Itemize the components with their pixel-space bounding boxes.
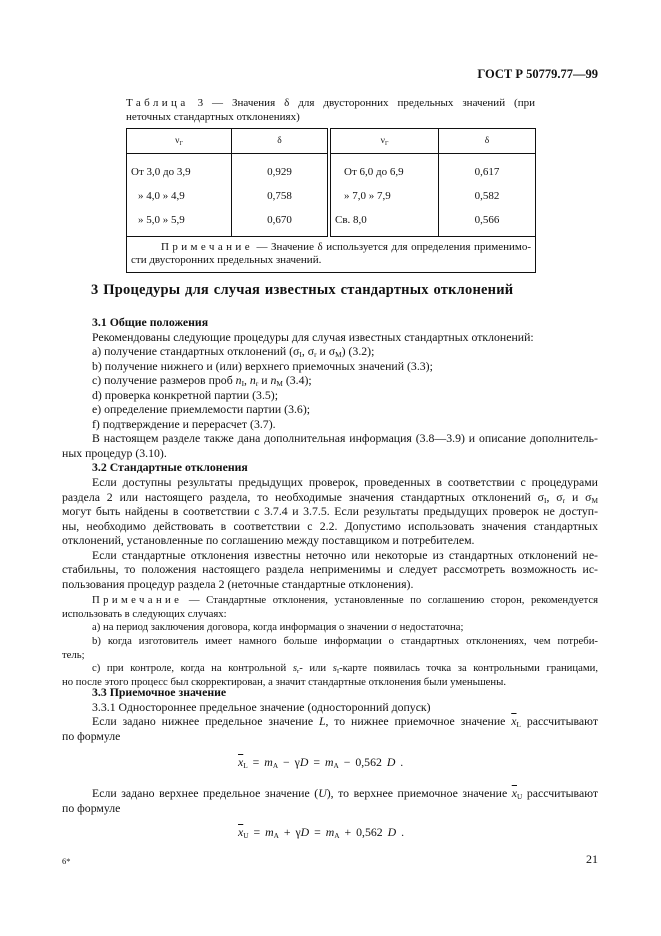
text-run: неточных стандартных отклонениях) xyxy=(126,111,300,123)
paragraph xyxy=(62,621,598,635)
subscript: M xyxy=(335,350,342,360)
text-run: ν xyxy=(175,135,180,146)
text-run: и σ xyxy=(316,344,336,359)
text-line xyxy=(62,344,598,359)
text-run: и σ xyxy=(565,489,592,504)
italic-symbol: m xyxy=(265,825,274,839)
text-run: 3.3.1 Одностороннее предельное значение (односторонний допуск) xyxy=(92,699,431,714)
delta-value-cell: 0,582 xyxy=(439,184,536,208)
subsection-heading xyxy=(62,315,598,330)
text-line xyxy=(62,490,598,505)
upper-limit-paragraph xyxy=(62,786,598,815)
table-row xyxy=(127,154,536,185)
text-run: и xyxy=(258,373,271,388)
subscript: M xyxy=(591,495,598,505)
table-row xyxy=(127,208,536,237)
formula-lower-acceptance xyxy=(238,754,403,774)
text-run: В настоящем разделе также дана дополнительная информация (3.8—3.9) и описание дополнитель- xyxy=(92,431,598,446)
range-cell: » 4,0 » 4,9 xyxy=(127,184,232,208)
text-run: f) подтверждение и перерасчет (3.7). xyxy=(92,416,276,431)
header-nu-2 xyxy=(329,129,439,154)
text-run: а) получение стандартных отклонений (σ xyxy=(92,344,300,359)
text-line xyxy=(126,110,535,124)
header-delta-2 xyxy=(439,129,536,154)
italic-symbol: m xyxy=(264,755,273,769)
text-line xyxy=(62,359,598,374)
overlined-symbol: $\overline{x}$ xyxy=(238,825,244,839)
text-line xyxy=(126,96,535,110)
text-run: b) получение нижнего и (или) верхнего приемочных значений (3.3); xyxy=(92,358,433,373)
subscript: Г xyxy=(384,140,389,147)
text-run: сти двусторонних предельных значений. xyxy=(131,253,322,266)
subscript: Г xyxy=(179,140,183,147)
italic-symbol: n xyxy=(249,373,256,388)
delta-value-cell: 0,566 xyxy=(439,208,536,237)
text-line xyxy=(62,460,598,475)
text-run: 3.2 Стандартные отклонения xyxy=(92,460,248,475)
spaced-label: Примечание xyxy=(92,594,183,606)
text-run: раздела 2 или настоящего раздела, то необходимые значения стандартных отклонений σ xyxy=(62,489,545,504)
paragraph xyxy=(62,431,598,460)
spaced-label: Примечание xyxy=(161,241,253,253)
text-run: рассчитывают xyxy=(522,786,599,800)
text-run: − 0,562 xyxy=(338,755,387,769)
text-run: + 0,562 xyxy=(339,825,388,839)
subscript: L xyxy=(243,761,248,771)
italic-symbol: U xyxy=(318,786,327,800)
subscript: M xyxy=(276,379,283,389)
text-run: , то нижнее приемочное значение xyxy=(325,714,512,728)
list-item xyxy=(62,417,598,432)
text-line xyxy=(62,548,598,563)
page-number: 21 xyxy=(586,852,598,866)
text-run: Если доступны результаты предыдущих проверок, проведенных в соответствии с процедурами xyxy=(92,475,598,490)
text-line xyxy=(62,388,598,403)
text-run: ны, необходимо действовать в соответствии с 2.2. Допустимо использовать значения стандартных xyxy=(62,518,598,533)
text-line xyxy=(62,662,598,676)
text-run: δ xyxy=(277,136,282,146)
text-line xyxy=(62,562,598,577)
text-line xyxy=(62,801,598,816)
text-run: c) получение размеров проб xyxy=(92,373,236,388)
list-item xyxy=(62,373,598,388)
italic-symbol: m xyxy=(324,755,334,769)
subscript: A xyxy=(272,761,279,771)
subscript: I xyxy=(544,495,547,505)
text-run: стабильны, то положения настоящего раздела неприменимы и следует рассмотреть возможность ис- xyxy=(62,562,598,577)
table-note-row xyxy=(127,237,536,273)
text-run: 3.1 Общие положения xyxy=(92,315,209,329)
subscript: I xyxy=(241,379,244,389)
text-line xyxy=(62,635,598,649)
text-run: но после этого процесс был скорректирован, а значит стандартные отклонения были уменьшены. xyxy=(62,676,506,689)
italic-symbol: n xyxy=(270,373,277,388)
paragraph xyxy=(62,635,598,662)
text-run: = xyxy=(308,755,325,769)
text-run: (3.4); xyxy=(282,373,312,388)
text-run: 3 — Значения δ для двусторонних предельных значений (при xyxy=(188,97,535,109)
text-run: Если задано верхнее предельное значение ( xyxy=(92,786,319,800)
text-run: , σ xyxy=(301,344,315,359)
subscript: A xyxy=(333,761,339,771)
text-run: могут быть найдены в соответствии с 3.7.4 и 3.7.5. Если результаты предыдущих проверок не доступ- xyxy=(62,504,598,519)
text-line xyxy=(131,254,531,267)
text-run: - или xyxy=(299,662,333,675)
list-item xyxy=(62,700,598,715)
text-line xyxy=(62,504,598,519)
text-run: e) определение приемлемости партии (3.6); xyxy=(92,402,311,417)
text-run: пользования процедур раздела 2 (неточные стандартные отклонения). xyxy=(62,576,414,591)
list-item xyxy=(62,344,598,359)
range-cell: От 3,0 до 3,9 xyxy=(127,154,232,185)
text-line xyxy=(62,700,598,715)
italic-symbol: D xyxy=(300,825,310,839)
text-line xyxy=(62,446,598,461)
text-run: Если стандартные отклонения известны неточно или некоторые из стандартных отклонений не- xyxy=(92,547,598,562)
delta-value-cell: 0,929 xyxy=(232,154,330,185)
range-cell: » 7,0 » 7,9 xyxy=(329,184,439,208)
overlined-symbol: $\overline{x}$ xyxy=(238,755,244,769)
text-line xyxy=(62,417,598,432)
table-row xyxy=(127,184,536,208)
section-3-3-body xyxy=(62,685,598,743)
paragraph xyxy=(62,594,598,621)
text-run: , xyxy=(244,373,250,388)
text-line xyxy=(62,330,598,345)
text-line xyxy=(62,475,598,490)
text-run: = xyxy=(247,755,265,769)
text-line xyxy=(62,402,598,417)
text-run: — Значение δ используется для определения применимо- xyxy=(252,241,531,253)
text-run: ), то верхнее приемочное значение xyxy=(326,786,512,800)
text-run: Если задано нижнее предельное значение xyxy=(92,714,319,728)
subsection-heading xyxy=(62,685,598,700)
italic-symbol: s xyxy=(332,662,337,675)
paragraph xyxy=(62,786,598,815)
text-run: а) на период заключения договора, когда информация о значении σ недостаточна; xyxy=(92,621,464,634)
text-run: + γ xyxy=(278,825,301,839)
list-item xyxy=(62,330,598,345)
italic-symbol: L xyxy=(318,714,326,728)
text-run: d) проверка конкретной партии (3.5); xyxy=(92,387,279,402)
text-line xyxy=(62,729,598,744)
text-run: по формуле xyxy=(62,800,121,815)
text-line xyxy=(62,577,598,592)
text-line xyxy=(62,431,598,446)
subscript: r xyxy=(562,495,566,505)
spaced-label: Таблица xyxy=(126,97,189,109)
text-run: . xyxy=(396,825,405,839)
text-run: = xyxy=(309,825,326,839)
text-run: ) (3.2); xyxy=(341,344,375,359)
table-note xyxy=(127,237,536,273)
text-run: использовать в следующих случаях: xyxy=(62,607,227,620)
italic-symbol: s xyxy=(292,662,298,675)
text-run: Рекомендованы следующие процедуры для случая известных стандартных отклонений: xyxy=(92,329,534,344)
text-run: — Стандартные отклонения, установленные по соглашению сторон, рекомендуется xyxy=(182,594,598,606)
header-nu-1 xyxy=(127,129,232,154)
subscript: I xyxy=(299,350,302,360)
italic-symbol: D xyxy=(386,755,396,769)
text-run: рассчитывают xyxy=(520,714,598,728)
list-item xyxy=(62,402,598,417)
text-line xyxy=(131,241,531,254)
text-run: δ xyxy=(484,136,490,146)
list-item xyxy=(62,388,598,403)
text-run: 3.3 Приемочное значение xyxy=(92,685,227,699)
text-run: по формуле xyxy=(62,728,121,743)
table-header-row xyxy=(127,129,536,154)
subscript: A xyxy=(273,831,279,841)
text-run: тель; xyxy=(62,648,85,661)
delta-value-cell: 0,670 xyxy=(232,208,330,237)
text-line xyxy=(62,685,598,700)
text-run: . xyxy=(395,755,404,769)
text-line xyxy=(62,608,598,622)
table-caption xyxy=(126,96,535,124)
text-line xyxy=(62,594,598,608)
subscript: r xyxy=(297,668,300,676)
overlined-symbol: $\overline{x}$ xyxy=(511,786,517,800)
list-item xyxy=(62,359,598,374)
text-run: b) когда изготовитель имеет намного больше информации о стандартных отклонениях, чем потреби- xyxy=(92,635,598,648)
subscript: r xyxy=(255,379,259,389)
italic-symbol: D xyxy=(299,755,309,769)
text-line xyxy=(62,649,598,663)
range-cell: » 5,0 » 5,9 xyxy=(127,208,232,237)
footer-signature-mark: 6* xyxy=(62,856,71,866)
text-line xyxy=(62,519,598,534)
section-3-1-3-2-body xyxy=(62,315,598,591)
paragraph xyxy=(62,548,598,592)
subsection-heading xyxy=(62,460,598,475)
subscript: r xyxy=(314,350,317,360)
header-delta-1 xyxy=(232,129,330,154)
text-line xyxy=(62,714,598,729)
text-run: = xyxy=(248,825,266,839)
italic-symbol: D xyxy=(387,825,397,839)
text-line xyxy=(62,621,598,635)
text-line xyxy=(62,373,598,388)
subscript: A xyxy=(334,831,340,841)
range-cell: Св. 8,0 xyxy=(329,208,439,237)
overlined-symbol: $\overline{x}$ xyxy=(511,714,517,728)
subscript: L xyxy=(516,720,521,730)
formula-upper-acceptance xyxy=(238,824,404,844)
document-code-header: ГОСТ Р 50779.77—99 xyxy=(477,67,598,81)
italic-symbol: m xyxy=(325,825,335,839)
note-block xyxy=(62,594,598,690)
delta-value-cell: 0,758 xyxy=(232,184,330,208)
paragraph xyxy=(62,714,598,743)
italic-symbol: n xyxy=(235,373,242,388)
range-cell: От 6,0 до 6,9 xyxy=(329,154,439,185)
text-run: с) при контроле, когда на контрольной xyxy=(92,662,293,675)
text-line xyxy=(62,315,598,330)
subscript: U xyxy=(517,792,523,802)
text-run: ных процедур (3.10). xyxy=(62,445,167,460)
delta-value-cell: 0,617 xyxy=(439,154,536,185)
text-line xyxy=(62,533,598,548)
paragraph xyxy=(62,475,598,548)
subscript: U xyxy=(243,831,249,841)
delta-values-table xyxy=(126,128,536,273)
text-run: -карте появилась точка за контрольными границами, xyxy=(339,662,598,675)
text-run: , σ xyxy=(546,489,563,504)
subscript: I xyxy=(336,668,340,676)
text-line xyxy=(62,786,598,801)
section-heading: 3 Процедуры для случая известных стандартных отклонений xyxy=(91,282,514,298)
text-run: отклонений, установленные по соглашению между поставщиком и потребителем. xyxy=(62,533,475,548)
text-run: ν xyxy=(380,135,385,146)
text-run: − γ xyxy=(278,755,300,769)
